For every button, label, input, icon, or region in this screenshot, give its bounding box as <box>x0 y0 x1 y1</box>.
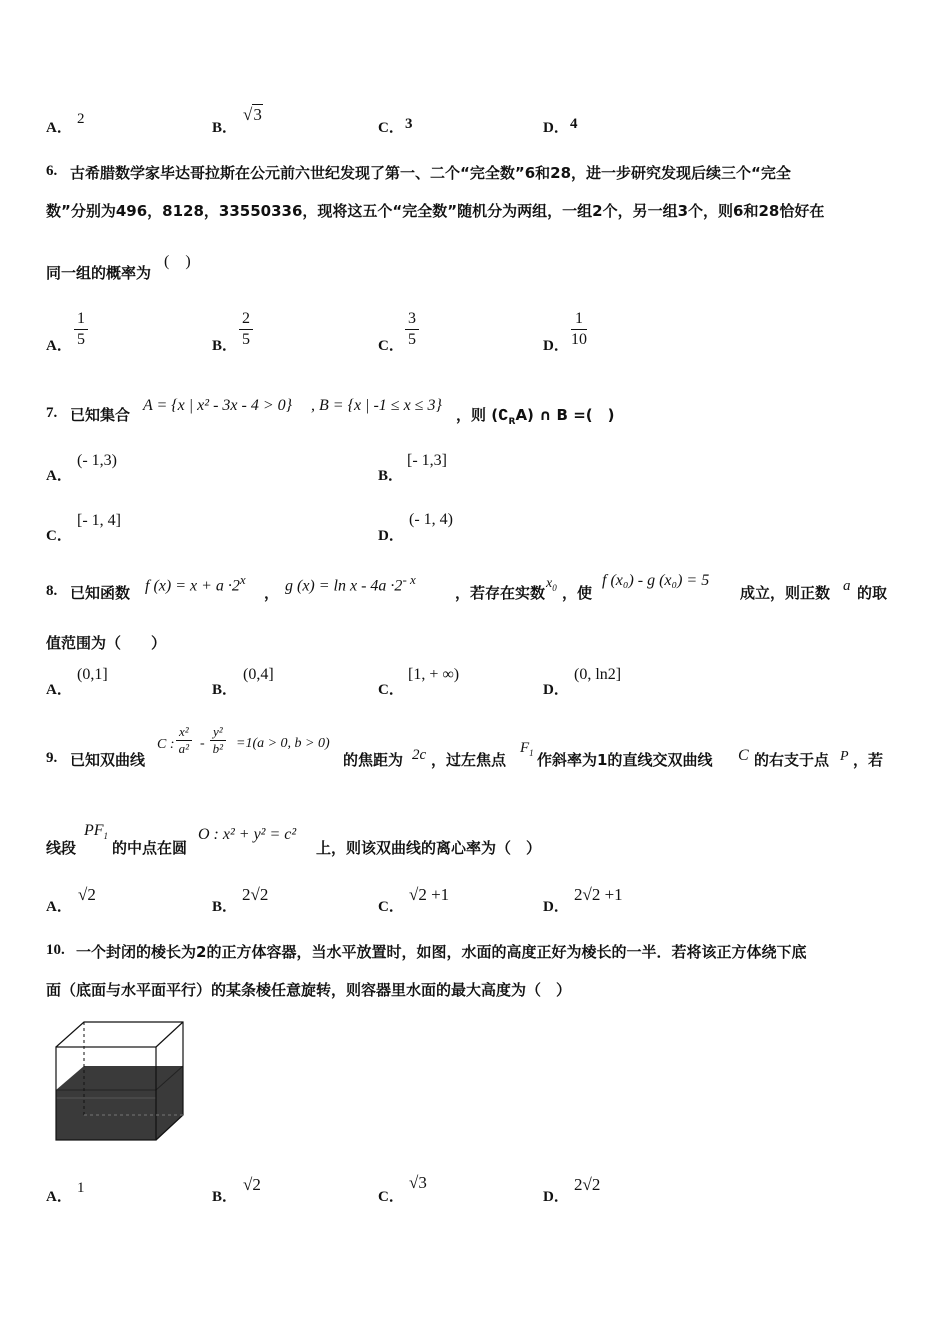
q9-focal-2c: 2c <box>412 747 427 763</box>
q6-option-d-den: 10 <box>571 331 587 348</box>
water-volume <box>56 1066 183 1140</box>
q7-suffix-sub: R <box>508 417 516 427</box>
q8-equation: f (x₀) - g (x₀) = 5 <box>602 572 710 589</box>
q10-option-a-value: 1 <box>77 1180 85 1196</box>
q9-curve-c: C <box>738 747 749 764</box>
q6-option-c-label[interactable]: C． <box>378 338 404 354</box>
q6-option-b-num: 2 <box>239 309 253 330</box>
q8-x0-sub: 0 <box>552 582 557 593</box>
q8-prefix: 已知函数 <box>70 584 131 602</box>
q9-number: 9. <box>46 750 58 766</box>
q5-option-b-radicand: 3 <box>253 105 262 124</box>
q8-x0-base: x <box>546 576 553 591</box>
q9-mid-2: ，过左焦点 <box>431 751 507 769</box>
q8-option-c-label[interactable]: C． <box>378 682 404 698</box>
q9-mid-3: 作斜率为1的直线交双曲线 <box>537 751 713 769</box>
q9-prefix: 已知双曲线 <box>70 751 146 769</box>
q8-mid: ，若存在实数 <box>455 584 546 602</box>
q9-option-d-value: 2√2 +1 <box>574 885 623 904</box>
q10-option-c-value: √3 <box>409 1173 427 1192</box>
q9-point-p: P <box>840 749 849 764</box>
q9-option-d-label[interactable]: D． <box>543 899 569 915</box>
q8-number: 8. <box>46 583 58 599</box>
q9-frac-x-den: a² <box>178 741 190 756</box>
q6-option-a-num: 1 <box>74 309 88 330</box>
q7-option-d-label[interactable]: D． <box>378 528 404 544</box>
q7-option-c-label[interactable]: C． <box>46 528 72 544</box>
q7-set-b: , B = {x | -1 ≤ x ≤ 3} <box>311 397 442 414</box>
q6-option-a-label[interactable]: A． <box>46 338 72 354</box>
q10-line-2: 面（底面与水平面平行）的某条棱任意旋转，则容器里水面的最大高度为（ ） <box>46 981 572 999</box>
q6-option-c-fraction <box>405 309 419 350</box>
q8-function-g <box>285 572 416 595</box>
q6-line-3: 同一组的概率为 <box>46 264 152 282</box>
q10-option-a-label[interactable]: A． <box>46 1189 72 1205</box>
q9-mid-4: 的右支于点 <box>754 751 830 769</box>
q5-option-b-label[interactable]: B． <box>212 120 238 136</box>
q10-number: 10. <box>46 942 65 958</box>
q8-comma: ， <box>264 584 280 602</box>
q8-line-2: 值范围为（ ） <box>46 634 167 652</box>
q7-option-c-value: [- 1, 4] <box>77 512 121 529</box>
cube-top-right-edge <box>156 1022 183 1047</box>
cube-container-figure <box>52 1018 188 1150</box>
q6-option-c-den: 5 <box>408 331 416 348</box>
q9-line-2-end: 上，则该双曲线的离心率为（ ） <box>316 839 542 857</box>
q10-line-1: 一个封闭的棱长为2的正方体容器，当水平放置时，如图，水面的高度正好为棱长的一半．若将该正方体绕下底 <box>76 943 807 961</box>
q6-option-d-fraction <box>571 309 587 350</box>
q6-option-a-den: 5 <box>77 331 85 348</box>
q6-answer-paren: ( ) <box>164 253 191 270</box>
q8-mid-2: ，使 <box>562 584 593 602</box>
q6-option-a-fraction <box>74 309 88 350</box>
q9-option-b-label[interactable]: B． <box>212 899 238 915</box>
q9-line-2-mid: 的中点在圆 <box>112 839 188 857</box>
q6-line-2: 数”分别为496，8128，33550336，现将这五个“完全数”随机分为两组，一组2个，另一组3个，则6和28恰好在 <box>46 202 825 220</box>
q5-option-d-label[interactable]: D． <box>543 120 569 136</box>
q7-suffix <box>456 404 614 427</box>
q5-option-d-value: 4 <box>570 116 578 132</box>
q8-option-d-label[interactable]: D． <box>543 682 569 698</box>
q9-line-2-start: 线段 <box>46 839 77 857</box>
q10-option-c-label[interactable]: C． <box>378 1189 404 1205</box>
q8-option-c-value: [1, + ∞) <box>408 666 460 683</box>
q6-option-c-num: 3 <box>405 309 419 330</box>
q8-function-g-base: g (x) = ln x - 4a ·2 <box>285 577 403 595</box>
q5-option-c-label[interactable]: C． <box>378 120 404 136</box>
q6-option-b-den: 5 <box>242 331 250 348</box>
q6-option-b-fraction <box>239 309 253 350</box>
q9-condition: =1(a > 0, b > 0) <box>236 736 330 751</box>
q9-frac-y <box>210 724 226 757</box>
q8-function-g-exp: - x <box>402 572 416 587</box>
q7-prefix: 已知集合 <box>70 406 131 424</box>
q8-x0 <box>546 576 557 593</box>
q8-option-b-label[interactable]: B． <box>212 682 238 698</box>
q9-option-b-value: 2√2 <box>242 885 269 904</box>
q9-frac-y-den: b² <box>212 741 224 756</box>
q9-minus: - <box>200 736 205 751</box>
q8-option-a-value: (0,1] <box>77 666 108 683</box>
q6-line-1: 古希腊数学家毕达哥拉斯在公元前六世纪发现了第一、二个“完全数”6和28，进一步研究发现后续三个“完全 <box>70 164 791 182</box>
q9-focus-f1-sub: 1 <box>529 748 534 758</box>
q10-option-b-label[interactable]: B． <box>212 1189 238 1205</box>
q7-suffix-text: ，则 (∁ <box>456 406 509 424</box>
q8-option-a-label[interactable]: A． <box>46 682 72 698</box>
q6-number: 6. <box>46 163 58 179</box>
q9-option-c-label[interactable]: C． <box>378 899 404 915</box>
q8-function-f <box>145 572 246 595</box>
q7-suffix-text-2: A) ∩ B =( ) <box>515 406 615 424</box>
q9-option-a-value: √2 <box>78 885 96 904</box>
q6-option-d-label[interactable]: D． <box>543 338 569 354</box>
q7-option-d-value: (- 1, 4) <box>409 511 453 528</box>
q9-circle: O : x² + y² = c² <box>198 826 297 843</box>
q5-option-b-value: √3 <box>243 105 262 124</box>
q5-option-c-value: 3 <box>405 116 413 132</box>
q9-segment-pf1 <box>84 822 108 841</box>
q8-function-f-base: f (x) = x + a ·2 <box>145 577 240 595</box>
q8-var-a: a <box>843 578 851 594</box>
q9-frac-x-num: x² <box>176 724 192 741</box>
q6-option-b-label[interactable]: B． <box>212 338 238 354</box>
q10-option-d-value: 2√2 <box>574 1175 601 1194</box>
q9-mid-5: ，若 <box>853 751 884 769</box>
q9-focus-f1-base: F <box>520 740 530 756</box>
q5-option-a-label[interactable]: A． <box>46 120 72 136</box>
q8-tail: 成立，则正数 <box>740 584 831 602</box>
q9-segment-pf1-base: PF <box>84 822 104 839</box>
q8-tail-2: 的取 <box>857 584 888 602</box>
q8-option-b-value: (0,4] <box>243 666 274 683</box>
q10-option-d-label[interactable]: D． <box>543 1189 569 1205</box>
q10-option-b-value: √2 <box>243 1175 261 1194</box>
q9-focus-f1 <box>520 740 534 758</box>
q5-option-a-value: 2 <box>77 111 85 127</box>
q9-frac-y-num: y² <box>210 724 226 741</box>
q9-segment-pf1-sub: 1 <box>103 831 109 842</box>
q7-number: 7. <box>46 405 58 421</box>
q8-option-d-value: (0, ln2] <box>574 666 622 683</box>
q7-option-a-label[interactable]: A． <box>46 468 72 484</box>
q9-frac-x <box>176 724 192 757</box>
q7-option-b-value: [- 1,3] <box>407 452 447 469</box>
q9-mid: 的焦距为 <box>343 751 404 769</box>
q9-option-c-value: √2 +1 <box>409 885 450 904</box>
q6-option-d-num: 1 <box>571 309 587 330</box>
q7-option-b-label[interactable]: B． <box>378 468 404 484</box>
q7-option-a-value: (- 1,3) <box>77 452 117 469</box>
q8-function-f-exp: x <box>239 572 246 587</box>
q7-set-a: A = {x | x² - 3x - 4 > 0} <box>143 397 293 414</box>
q9-option-a-label[interactable]: A． <box>46 899 72 915</box>
q9-curve-name: C : <box>157 737 175 752</box>
